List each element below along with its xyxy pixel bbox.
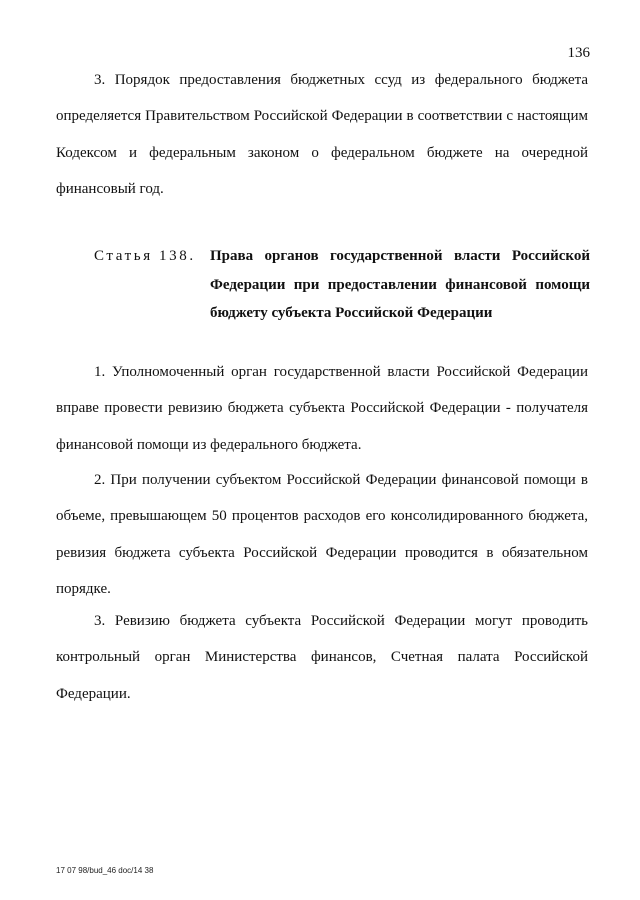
article-label: Статья 138. — [94, 248, 196, 264]
paragraph-2: 2. При получении субъектом Российской Федерации финансовой помощи в объеме, превышающем 50 процентов расходов его консолидированного бюджета, ревизия бюджета субъекта Российской Федерации проводится в обязательном порядке. — [56, 472, 588, 597]
page-number: 136 — [567, 45, 590, 61]
paragraph-3: 3. Ревизию бюджета субъекта Российской Федерации могут проводить контрольный орган Министерства финансов, Счетная палата Российской Федерации. — [56, 613, 588, 702]
article-heading — [94, 242, 590, 328]
paragraph-1: 1. Уполномоченный орган государственной власти Российской Федерации вправе провести ревизию бюджета субъекта Российской Федерации - получателя финансовой помощи из федерального бюджета. — [56, 364, 588, 453]
article-title: Права органов государственной власти Российской Федерации при предоставлении финансовой помощи бюджету субъекта Российской Федерации — [210, 248, 590, 321]
paragraph-top: 3. Порядок предоставления бюджетных ссуд из федерального бюджета определяется Правительством Российской Федерации в соответствии с настоящим Кодексом и федеральным законом о федеральном бюджете на очередной финансовый год. — [56, 72, 588, 197]
footer-file-stamp: 17 07 98/bud_46 doc/14 38 — [56, 866, 154, 875]
